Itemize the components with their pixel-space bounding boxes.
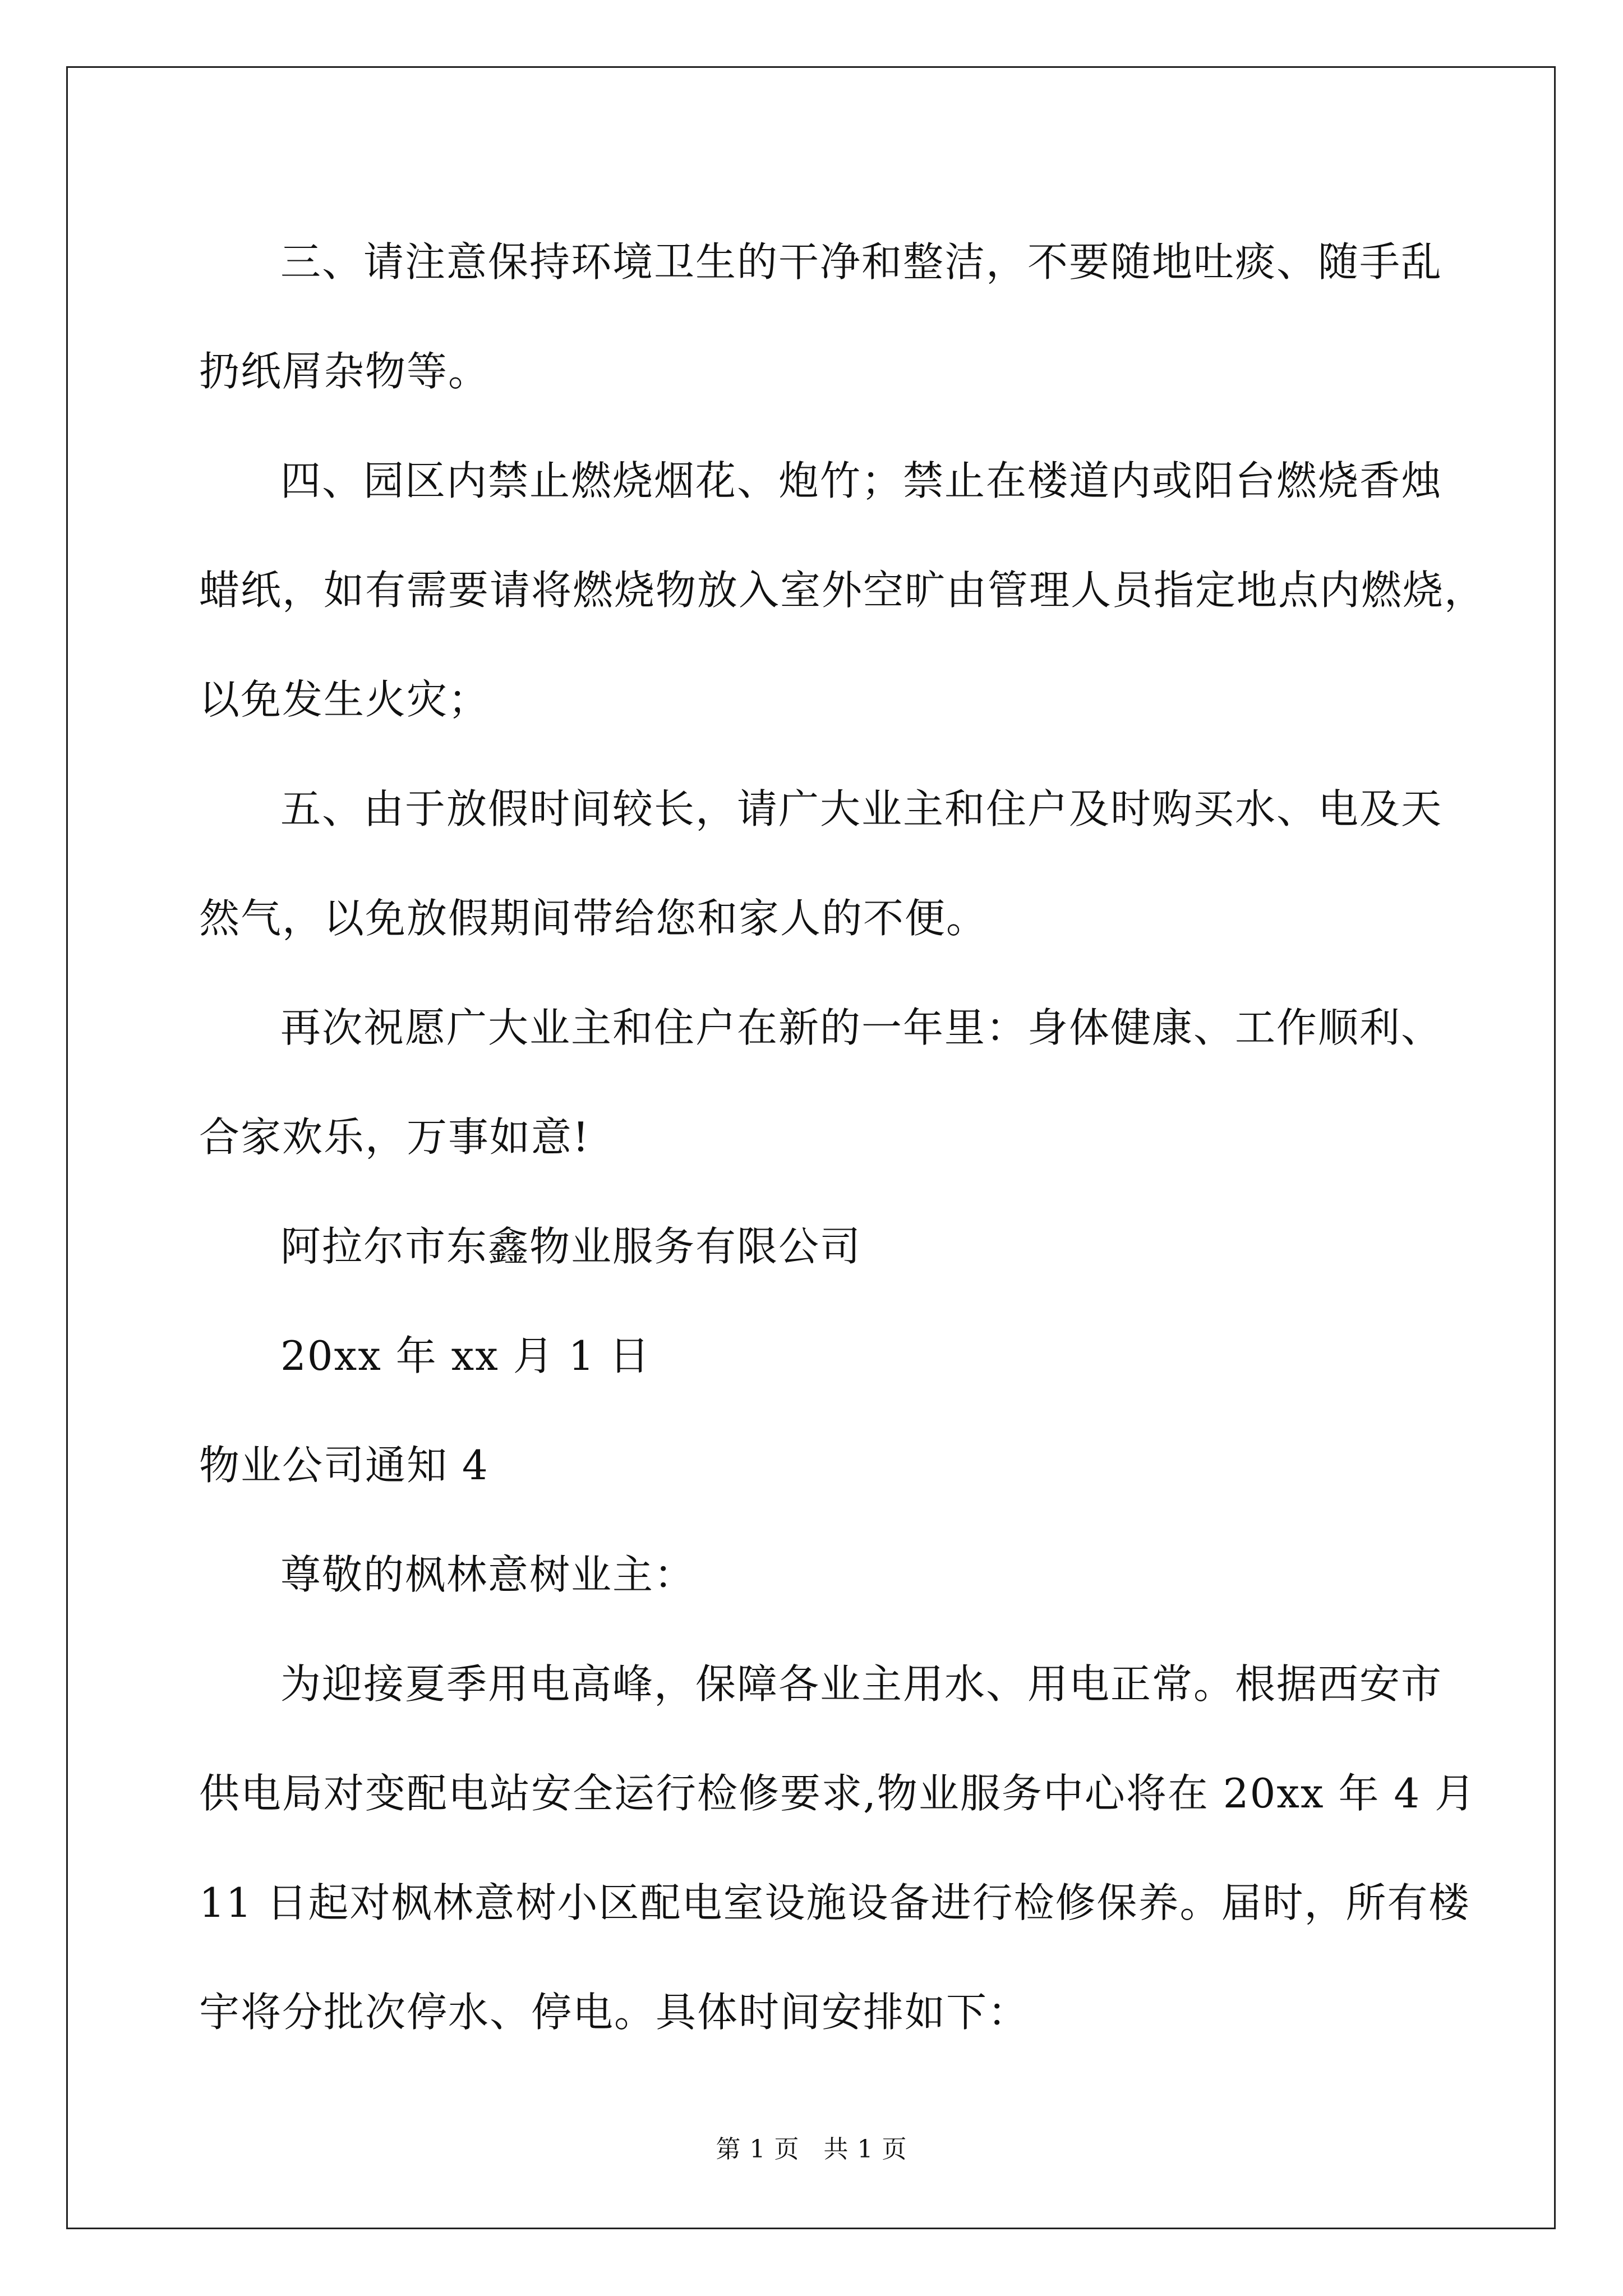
section-heading: 物业公司通知 4 [199,1442,489,1489]
paragraph-line: 再次祝愿广大业主和住户在新的一年里：身体健康、工作顺利、 [280,1004,1443,1051]
paragraph-line: 供电局对变配电站安全运行检修要求,物业服务中心将在 20xx 年 4 月 [199,1770,1477,1817]
paragraph-line: 为迎接夏季用电高峰，保障各业主用水、用电正常。根据西安市 [280,1660,1443,1708]
signature-date: 20xx 年 xx 月 1 日 [280,1332,651,1379]
paragraph-line: 五、由于放假时间较长，请广大业主和住户及时购买水、电及天 [280,785,1443,832]
company-signature: 阿拉尔市东鑫物业服务有限公司 [280,1223,862,1270]
page-total: 共 1 页 [823,2135,907,2164]
paragraph-line: 蜡纸，如有需要请将燃烧物放入室外空旷由管理人员指定地点内燃烧， [199,567,1486,614]
paragraph-line: 合家欢乐，万事如意! [199,1114,590,1161]
paragraph-line: 宇将分批次停水、停电。具体时间安排如下： [199,1989,1030,2036]
page-footer [0,2129,1623,2165]
paragraph-line: 扔纸屑杂物等。 [199,348,490,395]
paragraph-line: 四、园区内禁止燃烧烟花、炮竹；禁止在楼道内或阳台燃烧香烛 [280,457,1443,504]
paragraph-line: 然气，以免放假期间带给您和家人的不便。 [199,895,988,942]
page-number: 第 1 页 [716,2135,800,2164]
paragraph-line: 三、请注意保持环境卫生的干净和整洁，不要随地吐痰、随手乱 [280,238,1443,286]
paragraph-line: 11 日起对枫林意树小区配电室设施设备进行检修保养。届时，所有楼 [199,1879,1470,1926]
document-body [199,208,1486,2067]
paragraph-line: 以免发生火灾； [199,676,490,723]
salutation: 尊敬的枫林意树业主： [280,1551,696,1598]
